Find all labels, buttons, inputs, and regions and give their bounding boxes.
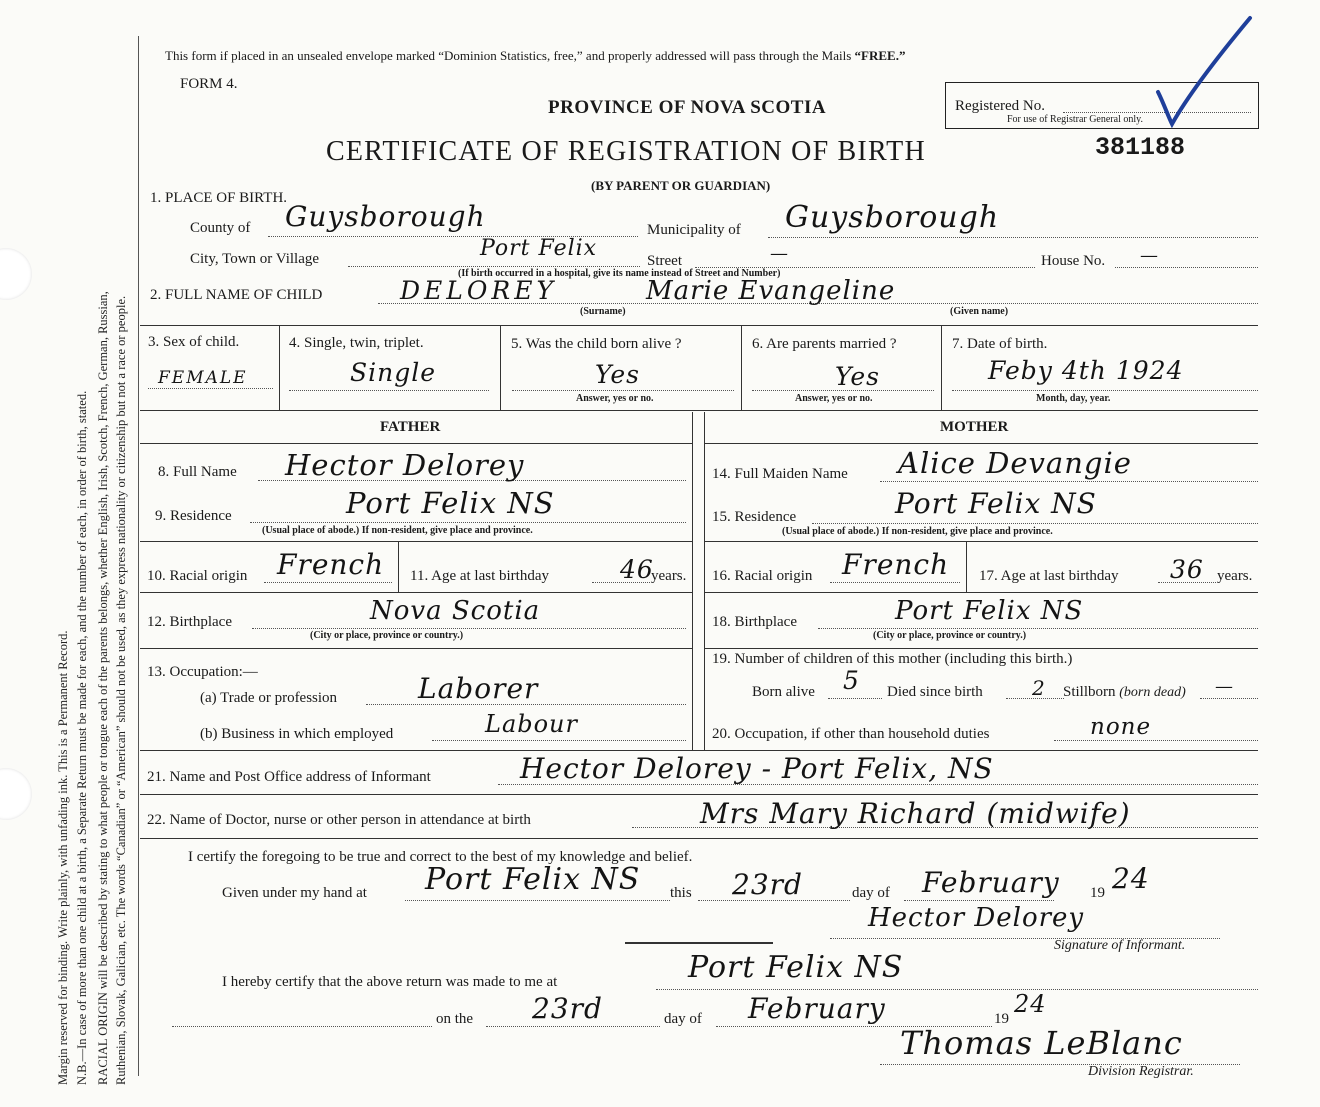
- given-year-prefix: 19: [1090, 885, 1105, 901]
- margin-rule: [138, 36, 139, 1076]
- given-year-value: 24: [1112, 862, 1150, 895]
- plurality-label: 4. Single, twin, triplet.: [289, 335, 424, 351]
- certify-statement: I certify the foregoing to be true and correct to the best of my knowledge and belief.: [188, 849, 693, 865]
- mother-name-label: 14. Full Maiden Name: [712, 466, 848, 482]
- margin-note-4: Ruthenian, Slovak, Galician, etc. The words “Canadian” or “American” should not be used, as they express nationality or citizenship but not a race or people.: [114, 295, 128, 1085]
- given-this-label: this: [670, 885, 692, 901]
- division-registrar-label: Division Registrar.: [1088, 1064, 1194, 1079]
- mother-residence-line: [812, 523, 1258, 524]
- certificate-subtitle: (BY PARENT OR GUARDIAN): [591, 178, 771, 193]
- attendant-label: 22. Name of Doctor, nurse or other person in attendance at birth: [147, 812, 531, 828]
- given-day-value: 23rd: [732, 868, 803, 901]
- given-under-label: Given under my hand at: [222, 885, 367, 901]
- attendant-value: Mrs Mary Richard (midwife): [700, 797, 1131, 830]
- born-alive-value: Yes: [595, 360, 640, 389]
- county-label: County of: [190, 220, 251, 236]
- father-occupation-label: 13. Occupation:—: [147, 664, 258, 680]
- child-surname: DELOREY: [400, 276, 557, 305]
- born-alive-count: 5: [843, 666, 860, 695]
- mother-birthplace-label: 18. Birthplace: [712, 614, 797, 630]
- box-divider-b: [500, 325, 501, 410]
- municipality-label: Municipality of: [647, 222, 741, 238]
- born-alive-note: Answer, yes or no.: [576, 393, 654, 404]
- municipality-value: Guysborough: [785, 200, 1000, 235]
- child-name-label: 2. FULL NAME OF CHILD: [150, 287, 323, 303]
- municipality-line: [768, 237, 1258, 238]
- father-birthplace-line: [252, 628, 686, 629]
- father-residence-label: 9. Residence: [155, 508, 232, 524]
- section-rule-2: [140, 410, 1258, 411]
- registrar-left-line: [172, 1026, 432, 1027]
- died-count: 2: [1032, 676, 1046, 700]
- father-race-line: [264, 582, 392, 583]
- city-line: [348, 266, 640, 267]
- binding-hole-bottom: [0, 768, 32, 820]
- registrar-year-prefix: 19: [994, 1011, 1009, 1027]
- father-business-label: (b) Business in which employed: [200, 726, 394, 742]
- registrar-on-the-label: on the: [436, 1011, 474, 1027]
- checkmark-icon: [1150, 14, 1260, 144]
- father-residence-line: [250, 522, 686, 523]
- stillborn-value: —: [1215, 676, 1234, 697]
- father-race-label: 10. Racial origin: [147, 568, 248, 584]
- city-label: City, Town or Village: [190, 251, 320, 267]
- parents-married-note: Answer, yes or no.: [795, 393, 873, 404]
- father-business-value: Labour: [485, 710, 578, 738]
- father-business-line: [432, 740, 686, 741]
- mail-notice-free: “FREE.”: [854, 48, 906, 63]
- father-heading: FATHER: [380, 419, 441, 435]
- mother-occupation-value: none: [1090, 714, 1152, 740]
- father-residence-note: (Usual place of abode.) If non-resident, give place and province.: [262, 525, 533, 536]
- margin-note-2: N.B.—In case of more than one child at a birth, a Separate Return must be made for each, and the number of each, in order of birth, stated.: [75, 390, 89, 1085]
- informant-signature-label: Signature of Informant.: [1054, 938, 1186, 953]
- mother-row-rule-1: [704, 541, 1258, 542]
- section-rule-5: [140, 838, 1258, 839]
- registrar-year-value: 24: [1014, 990, 1047, 1018]
- given-month-value: February: [922, 866, 1060, 899]
- father-race-value: French: [277, 548, 385, 581]
- box-divider-c: [741, 325, 742, 410]
- form-number: FORM 4.: [180, 76, 238, 92]
- county-value: Guysborough: [285, 200, 486, 233]
- hospital-note: (If birth occurred in a hospital, give its name instead of Street and Number): [458, 268, 781, 279]
- father-box-right: [692, 412, 693, 750]
- house-label: House No.: [1041, 253, 1106, 269]
- margin-note-1: Margin reserved for binding. Write plainly, with unfading ink. This is a Permanent Record.: [56, 630, 70, 1085]
- given-place-value: Port Felix NS: [425, 862, 641, 897]
- mother-name-value: Alice Devangie: [898, 446, 1132, 480]
- born-alive-line: [512, 390, 734, 391]
- binding-hole-top: [0, 248, 32, 300]
- sex-line: [148, 388, 273, 389]
- mother-residence-note: (Usual place of abode.) If non-resident, give place and province.: [782, 526, 1053, 537]
- given-name-note: (Given name): [950, 306, 1009, 317]
- father-age-label: 11. Age at last birthday: [410, 568, 549, 584]
- registration-number: 381188: [1095, 133, 1186, 162]
- province-heading: PROVINCE OF NOVA SCOTIA: [548, 97, 827, 118]
- mother-race-divider: [966, 541, 967, 592]
- section-rule-3: [140, 750, 1258, 751]
- dob-line: [952, 390, 1258, 391]
- informant-label: 21. Name and Post Office address of Informant: [147, 769, 431, 785]
- mother-birthplace-line: [818, 628, 1258, 629]
- born-alive-count-label: Born alive: [752, 684, 815, 700]
- dob-note: Month, day, year.: [1036, 393, 1111, 404]
- mother-heading-rule: [704, 443, 1258, 444]
- mother-age-years: years.: [1217, 568, 1253, 584]
- mother-residence-label: 15. Residence: [712, 509, 797, 525]
- stillborn-note: (born dead): [1119, 685, 1186, 700]
- father-row-rule-1: [140, 541, 692, 542]
- child-given-name: Marie Evangeline: [646, 276, 896, 306]
- mother-occupation-label: 20. Occupation, if other than household duties: [712, 726, 990, 742]
- place-of-birth-label: 1. PLACE OF BIRTH.: [150, 190, 288, 206]
- registrar-statement: I hereby certify that the above return was made to me at: [222, 974, 558, 990]
- registrar-day-value: 23rd: [532, 992, 603, 1025]
- mother-row-rule-3: [704, 648, 1258, 649]
- plurality-value: Single: [350, 358, 437, 387]
- mother-age-value: 36: [1170, 555, 1204, 584]
- stillborn-label-text: Stillborn: [1063, 684, 1116, 700]
- box-divider-a: [279, 325, 280, 410]
- mother-name-line: [880, 481, 1258, 482]
- street-label: Street: [647, 253, 682, 269]
- surname-note: (Surname): [580, 306, 626, 317]
- born-alive-count-line: [828, 698, 882, 699]
- given-place-line: [405, 900, 670, 901]
- dob-value: Feby 4th 1924: [988, 356, 1184, 385]
- sex-label: 3. Sex of child.: [148, 334, 240, 350]
- father-birthplace-note: (City or place, province or country.): [310, 630, 464, 641]
- parents-married-label: 6. Are parents married ?: [752, 336, 897, 352]
- box-divider-d: [941, 325, 942, 410]
- sex-value: FEMALE: [158, 368, 248, 388]
- registrar-place-line: [656, 989, 1258, 990]
- given-month-line: [904, 900, 1054, 901]
- born-alive-label: 5. Was the child born alive ?: [511, 336, 682, 352]
- mail-notice-text: This form if placed in an unsealed envelope marked “Dominion Statistics, free,” and properly addressed will pass through the Mails: [165, 48, 852, 63]
- father-trade-label: (a) Trade or profession: [200, 690, 338, 706]
- registrar-day-line: [486, 1026, 660, 1027]
- house-value: —: [1140, 245, 1159, 266]
- stillborn-line: [1200, 698, 1258, 699]
- street-value: —: [770, 243, 789, 264]
- father-race-divider: [398, 541, 399, 592]
- children-count-label: 19. Number of children of this mother (including this birth.): [712, 651, 1073, 667]
- father-trade-value: Laborer: [418, 672, 539, 705]
- mother-residence-value: Port Felix NS: [895, 487, 1097, 520]
- margin-note-3: RACIAL ORIGIN will be described by stating to what people or tongue each of the parents belongs, whether English, Irish, Scotch, French, German, Russian,: [96, 291, 110, 1085]
- mother-heading: MOTHER: [940, 419, 1009, 435]
- house-line: [1115, 267, 1258, 268]
- registrar-place-value: Port Felix NS: [688, 950, 904, 985]
- mother-occupation-line: [1054, 740, 1258, 741]
- registrar-month-value: February: [748, 992, 886, 1025]
- given-day-of-label: day of: [852, 885, 890, 901]
- parents-married-value: Yes: [835, 362, 880, 391]
- registrar-signature: Thomas LeBlanc: [900, 1024, 1183, 1062]
- father-name-label: 8. Full Name: [158, 464, 237, 480]
- father-residence-value: Port Felix NS: [346, 486, 555, 520]
- registered-no-label: Registered No.: [955, 98, 1045, 114]
- mother-box-left: [704, 412, 705, 750]
- father-heading-rule: [140, 443, 692, 444]
- mother-age-label: 17. Age at last birthday: [979, 568, 1119, 584]
- mother-race-label: 16. Racial origin: [712, 568, 813, 584]
- father-birthplace-value: Nova Scotia: [370, 596, 541, 626]
- father-row-rule-3: [140, 648, 692, 649]
- divider-short: [625, 942, 773, 944]
- father-name-value: Hector Delorey: [285, 448, 525, 482]
- city-value: Port Felix: [480, 236, 598, 261]
- father-row-rule-2: [140, 592, 692, 593]
- mother-race-line: [830, 582, 960, 583]
- mother-race-value: French: [842, 548, 950, 581]
- father-age-value: 46: [620, 555, 654, 584]
- dob-label: 7. Date of birth.: [952, 336, 1048, 352]
- registrar-day-of-label: day of: [664, 1011, 702, 1027]
- stillborn-label: [1063, 684, 1186, 701]
- section-rule-1: [140, 325, 1258, 326]
- mail-notice: [165, 48, 905, 64]
- mother-birthplace-value: Port Felix NS: [895, 596, 1084, 626]
- certificate-title: CERTIFICATE OF REGISTRATION OF BIRTH: [326, 136, 926, 167]
- father-birthplace-label: 12. Birthplace: [147, 614, 232, 630]
- informant-signature: Hector Delorey: [868, 903, 1085, 933]
- informant-value: Hector Delorey - Port Felix, NS: [520, 752, 994, 785]
- father-age-years: years.: [651, 568, 687, 584]
- plurality-line: [289, 390, 489, 391]
- mother-row-rule-2: [704, 592, 1258, 593]
- mother-birthplace-note: (City or place, province or country.): [873, 630, 1027, 641]
- section-rule-4: [140, 794, 1258, 795]
- died-count-label: Died since birth: [887, 684, 983, 700]
- registrar-use-note: For use of Registrar General only.: [1007, 114, 1143, 125]
